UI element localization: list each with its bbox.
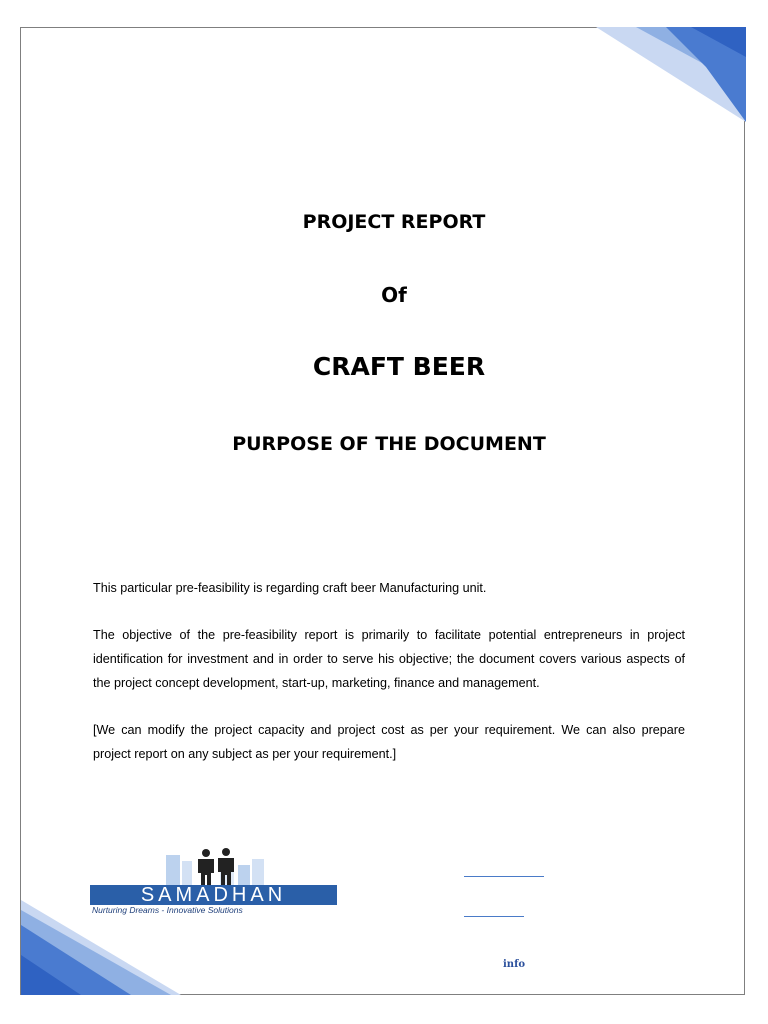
link-underline-1[interactable] (464, 876, 544, 877)
logo-buildings-people-icon (160, 847, 270, 885)
title-project-report: PROJECT REPORT (302, 211, 486, 233)
paragraph-intro: This particular pre-feasibility is regarding craft beer Manufacturing unit. (93, 581, 487, 595)
logo-tagline: Nurturing Dreams - Innovative Solutions (92, 905, 243, 915)
paragraph-objective: The objective of the pre-feasibility report is primarily to facilitate potential entrepreneurs in project identification for investment and in order to serve his objective; the document covers various aspects of the project concept development, start-up, marketing, finance and management. (93, 628, 685, 690)
title-of: Of (381, 283, 407, 307)
paragraph-modify-note: [We can modify the project capacity and project cost as per your requirement. We can also prepare project report on any subject as per your requirement.] (93, 723, 685, 761)
title-craft-beer: CRAFT BEER (312, 352, 486, 381)
logo-name: SAMADHAN (90, 885, 337, 905)
link-underline-2[interactable] (464, 916, 524, 917)
samadhan-logo (90, 847, 338, 915)
heading-purpose: PURPOSE OF THE DOCUMENT (232, 433, 546, 455)
info-link[interactable]: info (503, 959, 526, 970)
corner-decoration-top (596, 27, 746, 127)
